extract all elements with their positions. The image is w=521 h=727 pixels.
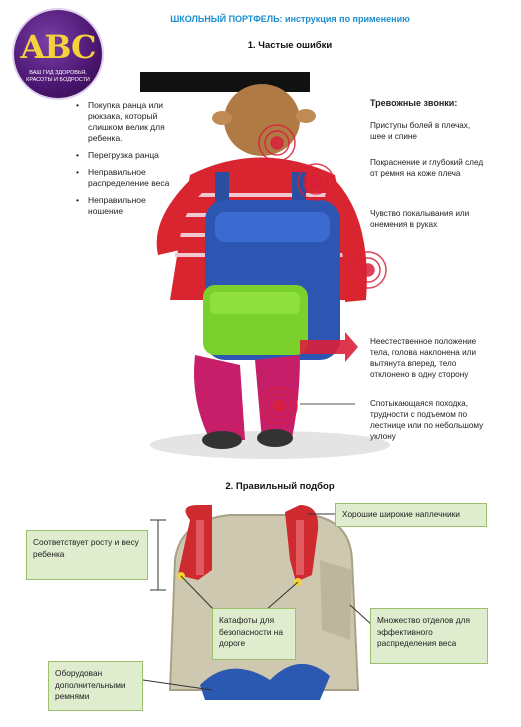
logo-tagline: ВАШ ГИД ЗДОРОВЬЯ, КРАСОТЫ И БОДРОСТИ bbox=[26, 70, 90, 83]
callout-compartments: Множество отделов для эффективного распределения веса bbox=[370, 608, 488, 664]
alarm-item: Покраснение и глубокий след от ремня на коже плеча bbox=[370, 158, 484, 178]
page-title: ШКОЛЬНЫЙ ПОРТФЕЛЬ: инструкция по применению bbox=[170, 14, 410, 24]
list-item: • Покупка ранца или рюкзака, который слишком велик для ребенка. bbox=[76, 100, 176, 144]
alarm-item: Неестественное положение тела, голова наклонена или вытянута вперед, тело отклонено в одну сторону bbox=[370, 337, 477, 379]
callout-extra-straps: Оборудован дополнительными ремнями bbox=[48, 661, 143, 711]
callout-reflectors: Катафоты для безопасности на дороге bbox=[212, 608, 296, 660]
callout-straps: Хорошие широкие наплечники bbox=[335, 503, 487, 527]
section-heading-selection: 2. Правильный подбор bbox=[225, 481, 335, 492]
alarm-item: Спотыкающаяся походка, трудности с подъемом по лестнице или по небольшому уклону bbox=[370, 399, 484, 441]
alarms-heading: Тревожные звонки: bbox=[370, 98, 458, 108]
list-item: • Неправильное ношение bbox=[76, 195, 176, 217]
section-heading-mistakes: 1. Частые ошибки bbox=[247, 40, 333, 51]
logo-text: ABC bbox=[20, 28, 96, 66]
list-item: • Неправильное распределение веса bbox=[76, 167, 176, 189]
list-item: • Перегрузка ранца bbox=[76, 150, 176, 161]
mistakes-list bbox=[76, 100, 176, 223]
alarm-item: Приступы болей в плечах, шее и спине bbox=[370, 121, 471, 141]
alarm-item: Чувство покалывания или онемения в руках bbox=[370, 209, 470, 229]
callout-fit: Соответствует росту и весу ребенка bbox=[26, 530, 148, 580]
